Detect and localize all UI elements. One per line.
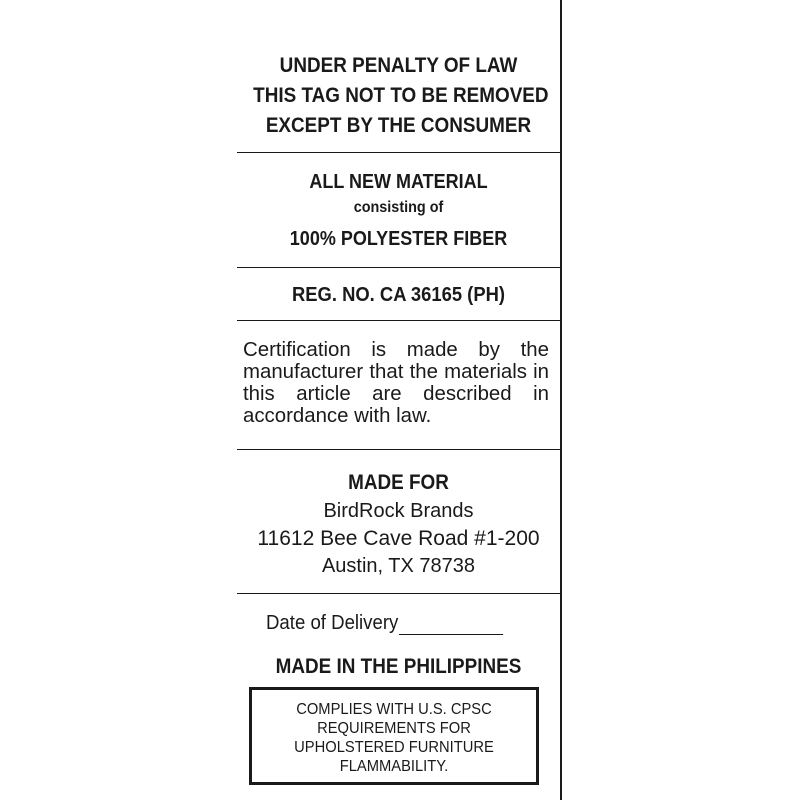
divider-2 [237,267,560,268]
made-for-street: 11612 Bee Cave Road #1-200 [257,527,540,550]
registration-number: REG. NO. CA 36165 (PH) [291,284,506,306]
material-sub: consisting of [353,199,444,216]
date-of-delivery-blank [399,614,503,635]
divider-3 [237,320,560,321]
warning-line-1: UNDER PENALTY OF LAW [279,54,518,77]
material-content: 100% POLYESTER FIBER [289,228,508,250]
compliance-box [249,687,539,785]
compliance-line-3: UPHOLSTERED FURNITURE [294,739,494,756]
made-for-heading: MADE FOR [348,471,449,494]
certification-text: Certification is made by the manufacturer that the materials in this article are described in accordance with law. [243,339,549,427]
made-for-company: BirdRock Brands [323,500,474,522]
warning-line-2: THIS TAG NOT TO BE REMOVED [253,84,549,107]
warning-line-3: EXCEPT BY THE CONSUMER [265,114,532,137]
compliance-line-2: REQUIREMENTS FOR [317,720,471,737]
compliance-line-4: FLAMMABILITY. [339,758,449,775]
date-of-delivery [266,612,503,635]
tag-right-edge-line [560,0,562,800]
date-of-delivery-label: Date of Delivery [266,612,399,634]
divider-1 [237,152,560,153]
divider-5 [237,593,560,594]
country-of-origin: MADE IN THE PHILIPPINES [275,655,522,678]
law-label-tag [237,0,560,800]
material-heading: ALL NEW MATERIAL [309,171,488,193]
made-for-city: Austin, TX 78738 [321,555,476,577]
divider-4 [237,449,560,450]
compliance-line-1: COMPLIES WITH U.S. CPSC [296,701,492,718]
